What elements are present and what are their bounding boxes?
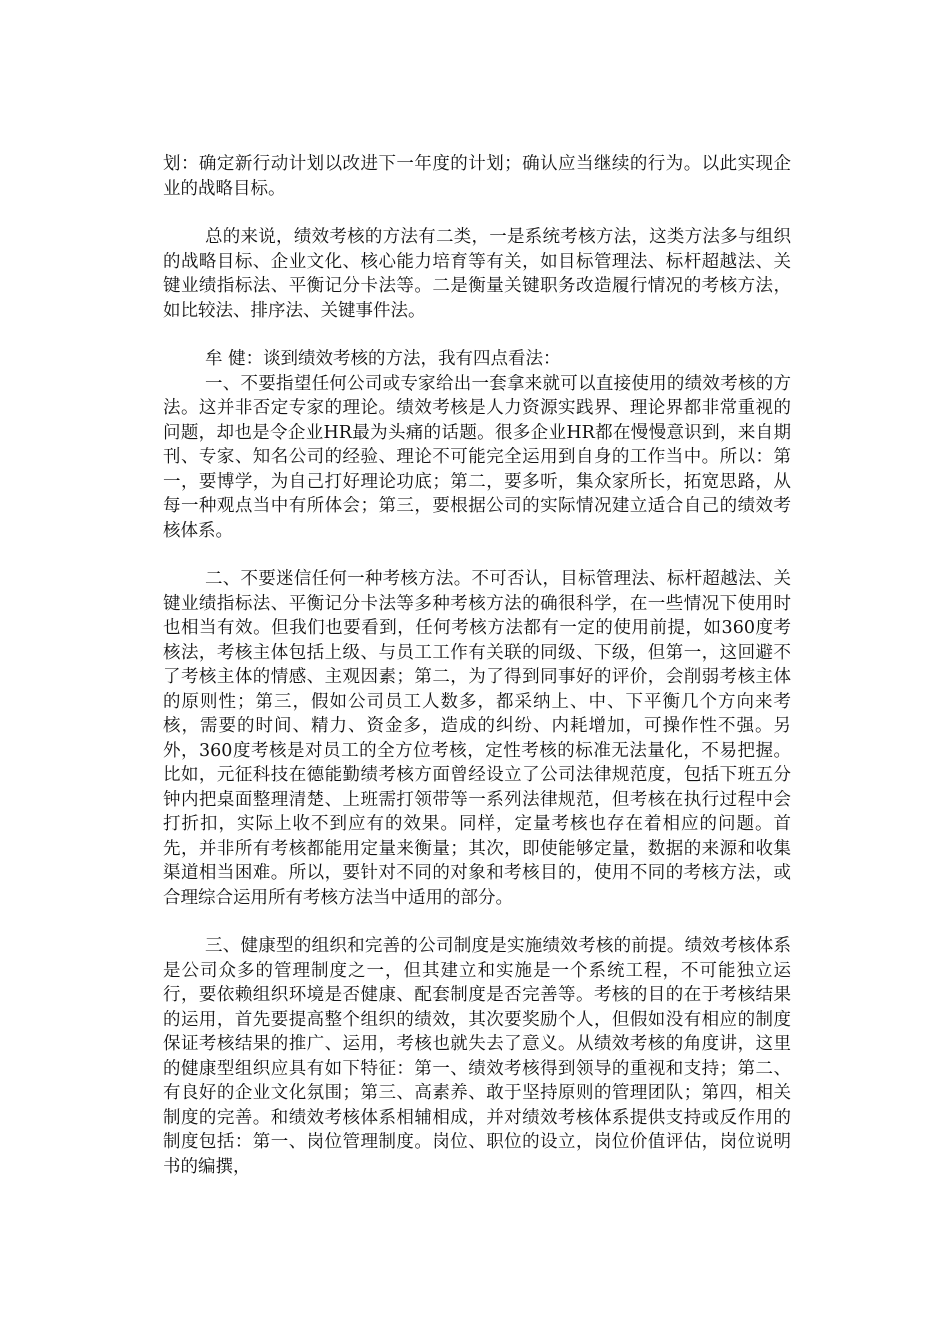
document-body — [163, 152, 791, 1203]
paragraph-point-three: 三、健康型的组织和完善的公司制度是实施绩效考核的前提。绩效考核体系是公司众多的管理制度之一，但其建立和实施是一个系统工程，不可能独立运行，要依赖组织环境是否健康、配套制度是否完善等。考核的目的在于考核结果的运用，首先要提高整个组织的绩效，其次要奖励个人，但假如没有相应的制度保证考核结果的推广、运用，考核也就失去了意义。从绩效考核的角度讲，这里的健康型组织应具有如下特征：第一、绩效考核得到领导的重视和支持；第二、有良好的企业文化氛围；第三、高素养、敢于坚持原则的管理团队；第四，相关制度的完善。和绩效考核体系相辅相成，并对绩效考核体系提供支持或反作用的制度包括：第一、岗位管理制度。岗位、职位的设立，岗位价值评估，岗位说明书的编撰， — [163, 936, 791, 1177]
paragraph-point-one: 一、不要指望任何公司或专家给出一套拿来就可以直接使用的绩效考核的方法。这并非否定专家的理论。绩效考核是人力资源实践界、理论界都非常重视的问题，却也是令企业HR最为头痛的话题。很多企业HR都在慢慢意识到，来自期刊、专家、知名公司的经验、理论不可能完全运用到自身的工作当中。所以：第一，要博学，为自己打好理论功底；第二，要多听，集众家所长，拓宽思路，从每一种观点当中有所体会；第三，要根据公司的实际情况建立适合自己的绩效考核体系。 — [163, 373, 791, 541]
paragraph-continuation: 划：确定新行动计划以改进下一年度的计划；确认应当继续的行为。以此实现企业的战略目标。 — [163, 154, 791, 199]
paragraph-speaker-intro: 牟 健：谈到绩效考核的方法，我有四点看法： — [205, 349, 561, 369]
paragraph-method-summary: 总的来说，绩效考核的方法有二类，一是系统考核方法，这类方法多与组织的战略目标、企业文化、核心能力培育等有关，如目标管理法、标杆超越法、关键业绩指标法、平衡记分卡法等。二是衡量关键职务改造履行情况的考核方法，如比较法、排序法、关键事件法。 — [163, 227, 791, 321]
paragraph-point-two: 二、不要迷信任何一种考核方法。不可否认，目标管理法、标杆超越法、关键业绩指标法、平衡记分卡法等多种考核方法的确很科学，在一些情况下使用时也相当有效。但我们也要看到，任何考核方法都有一定的使用前提，如360度考核法，考核主体包括上级、与员工工作有关联的同级、下级，但第一，这回避不了考核主体的情感、主观因素；第二，为了得到同事好的评价，会削弱考核主体的原则性；第三，假如公司员工人数多，都采纳上、中、下平衡几个方向来考核，需要的时间、精力、资金多，造成的纠纷、内耗增加，可操作性不强。另外，360度考核是对员工的全方位考核，定性考核的标准无法量化，不易把握。比如，元征科技在德能勤绩考核方面曾经设立了公司法律规范度，包括下班五分钟内把桌面整理清楚、上班需打领带等一系列法律规范，但考核在执行过程中会打折扣，实际上收不到应有的效果。同样，定量考核也存在着相应的问题。首先，并非所有考核都能用定量来衡量；其次，即使能够定量，数据的来源和收集渠道相当困难。所以，要针对不同的对象和考核目的，使用不同的考核方法，或合理综合运用所有考核方法当中适用的部分。 — [163, 569, 791, 908]
